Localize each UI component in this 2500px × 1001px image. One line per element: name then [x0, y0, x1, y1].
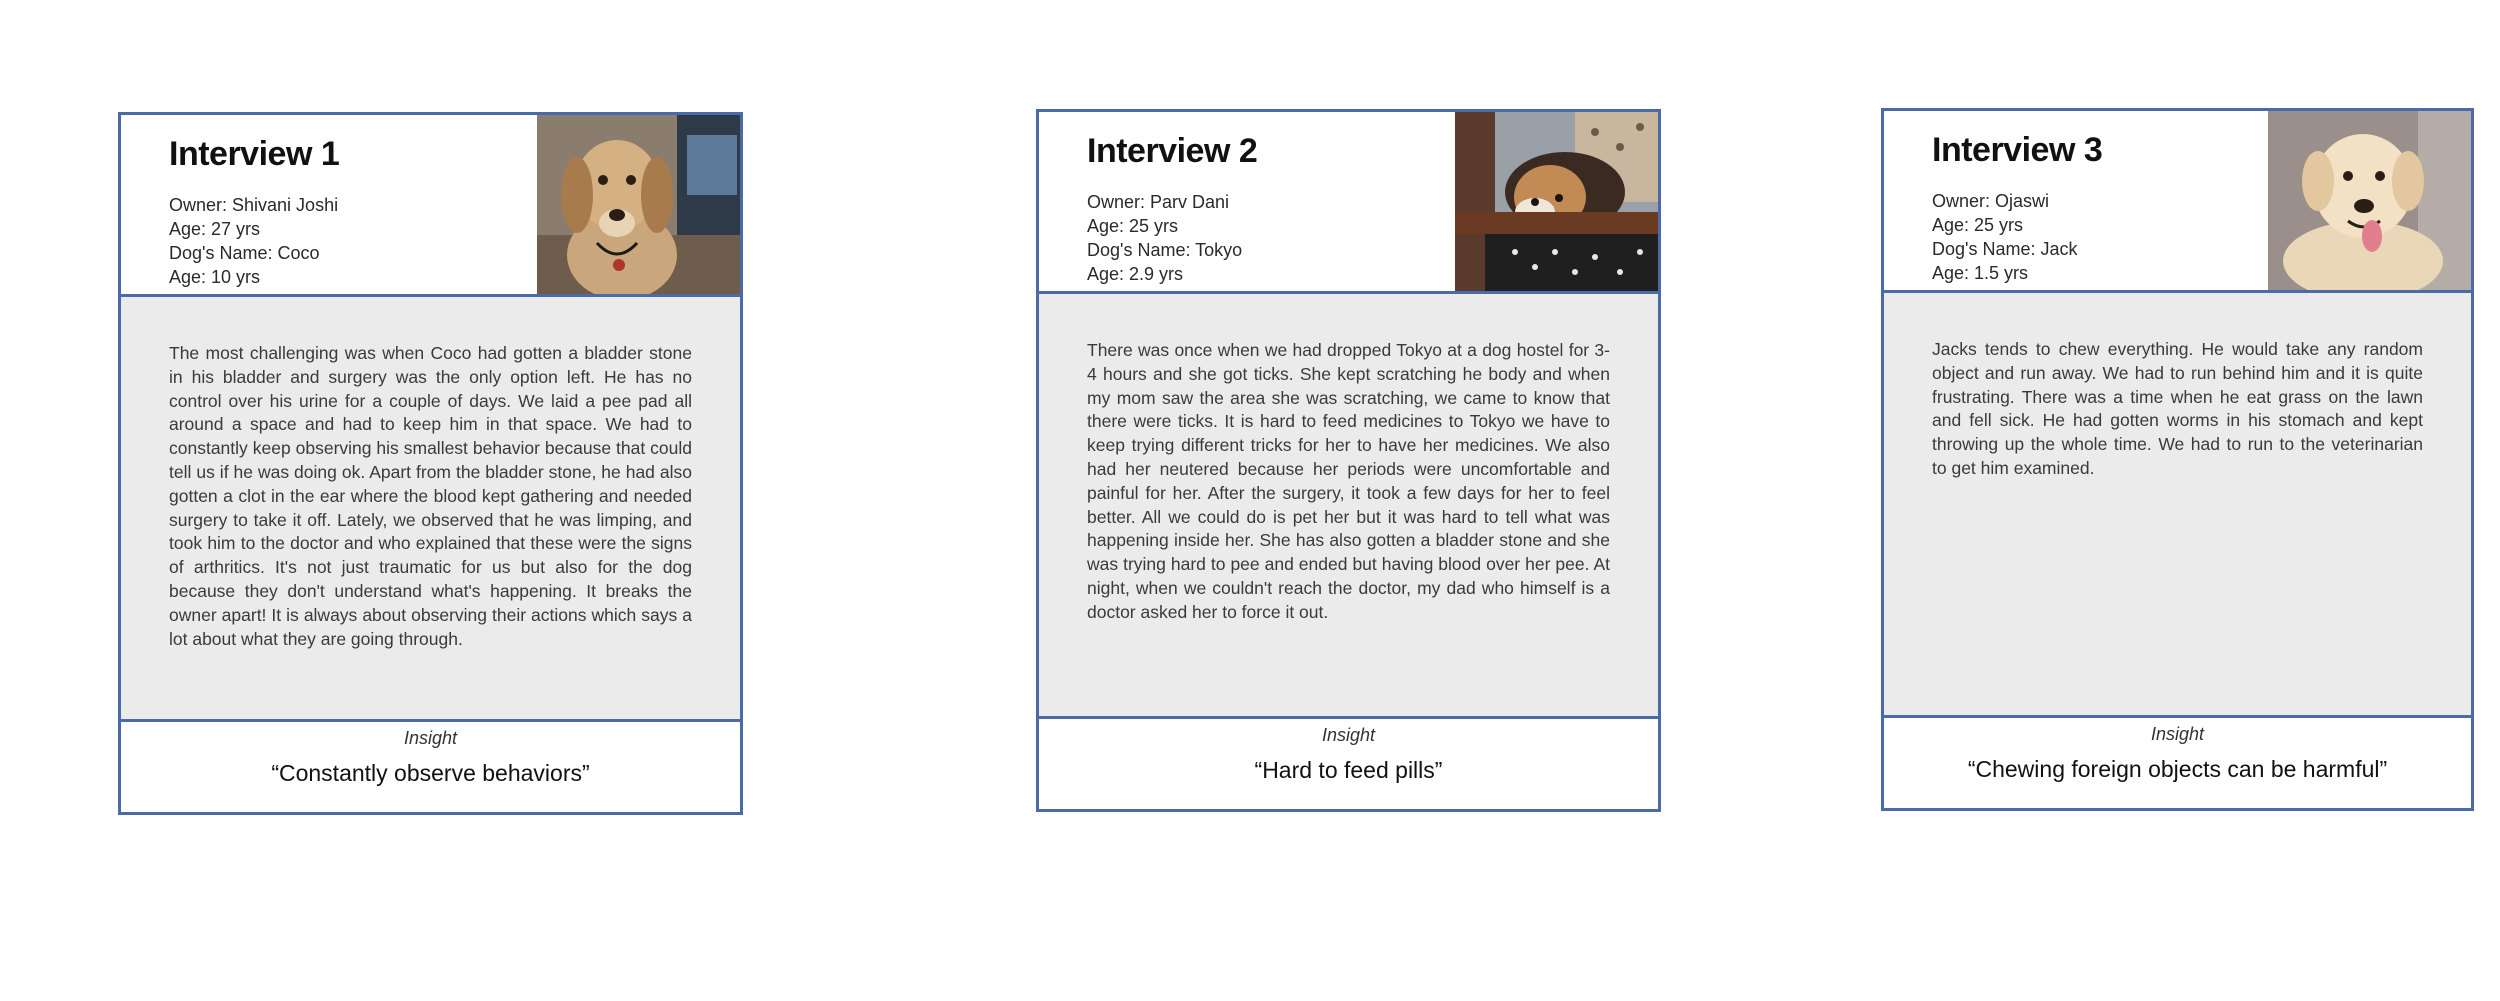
card-body [121, 297, 740, 722]
card-body [1039, 294, 1658, 719]
owner-name: Owner: Shivani Joshi [169, 195, 339, 215]
owner-details [1087, 190, 1242, 286]
insight-quote: “Chewing foreign objects can be harmful” [1967, 756, 2388, 782]
labrador-photo [2268, 111, 2471, 290]
dog-age: Age: 2.9 yrs [1087, 264, 1184, 284]
interview-story: Jacks tends to chew everything. He would take any random object and run away. We had to run behind him and it is quite frustrating. There was a time when he eat grass on the lawn and fell sick. He had gotten worms in his stomach and kept throwing up the whole time. We had to run to the veterinarian to get him examined. [1932, 339, 2423, 478]
interview-story: There was once when we had dropped Tokyo at a dog hostel for 3-4 hours and she got ticks. She kept scratching he body and when my mom saw the area she was scratching, we came to know that there were ticks. It is hard to feed medicines to Tokyo we have to keep trying different tricks for her to have her medicines. We also had her neutered because her periods were uncomfortable and painful for her. After the surgery, it took a few days for her to feel better. All we could do is pet her but it was hard to tell what was happening inside her. She has also gotten a bladder stone and she was trying hard to pee and ended but having blood over her pee. At night, when we couldn't reach the doctor, my dad who himself is a doctor asked her to force it out. [1087, 340, 1610, 622]
dog-name: Dog's Name: Jack [1932, 239, 2078, 259]
owner-details [1932, 189, 2078, 285]
card-header [1884, 111, 2471, 293]
dog-age: Age: 10 yrs [169, 267, 261, 287]
insight-quote: “Constantly observe behaviors” [271, 760, 590, 786]
dog-age: Age: 1.5 yrs [1932, 263, 2029, 283]
card-title: Interview 2 [1087, 132, 1258, 170]
dog-name: Dog's Name: Tokyo [1087, 240, 1243, 260]
owner-name: Owner: Parv Dani [1087, 192, 1230, 212]
insight-section [1884, 718, 2471, 808]
interview-card-3 [1881, 108, 2474, 811]
owner-age: Age: 27 yrs [169, 219, 261, 239]
owner-details [169, 193, 338, 289]
insight-label: Insight [2150, 724, 2205, 744]
beagle-photo [537, 115, 740, 294]
card-header [1039, 112, 1658, 294]
card-title: Interview 3 [1932, 131, 2103, 169]
insight-section [121, 722, 740, 812]
insight-quote: “Hard to feed pills” [1254, 757, 1443, 783]
card-header [121, 115, 740, 297]
insight-label: Insight [1321, 725, 1376, 745]
interview-story: The most challenging was when Coco had gotten a bladder stone in his bladder and surgery was the only option left. He has no control over his urine for a couple of days. We laid a pee pad all around a space and had to keep him in that space. We had to constantly keep observing his smallest behavior because that could tell us if he was doing ok. Apart from the bladder stone, he had also gotten a clot in the ear where the blood kept gathering and needed surgery to take it off. Lately, we observed that he was limping, and took him to the doctor and who explained that these were the signs of arthritics. It's not just traumatic for us but also for the dog because they don't understand what's happening. It breaks the owner apart! It is always about observing their actions which says a lot about what they are going through. [169, 343, 692, 649]
dog-name: Dog's Name: Coco [169, 243, 320, 263]
insight-section [1039, 719, 1658, 809]
beagle-on-chair-photo [1455, 112, 1658, 291]
insight-label: Insight [403, 728, 458, 748]
interview-card-2 [1036, 109, 1661, 812]
interview-card-1 [118, 112, 743, 815]
owner-age: Age: 25 yrs [1087, 216, 1179, 236]
card-body [1884, 293, 2471, 718]
owner-age: Age: 25 yrs [1932, 215, 2024, 235]
owner-name: Owner: Ojaswi [1932, 191, 2050, 211]
card-title: Interview 1 [169, 135, 340, 173]
